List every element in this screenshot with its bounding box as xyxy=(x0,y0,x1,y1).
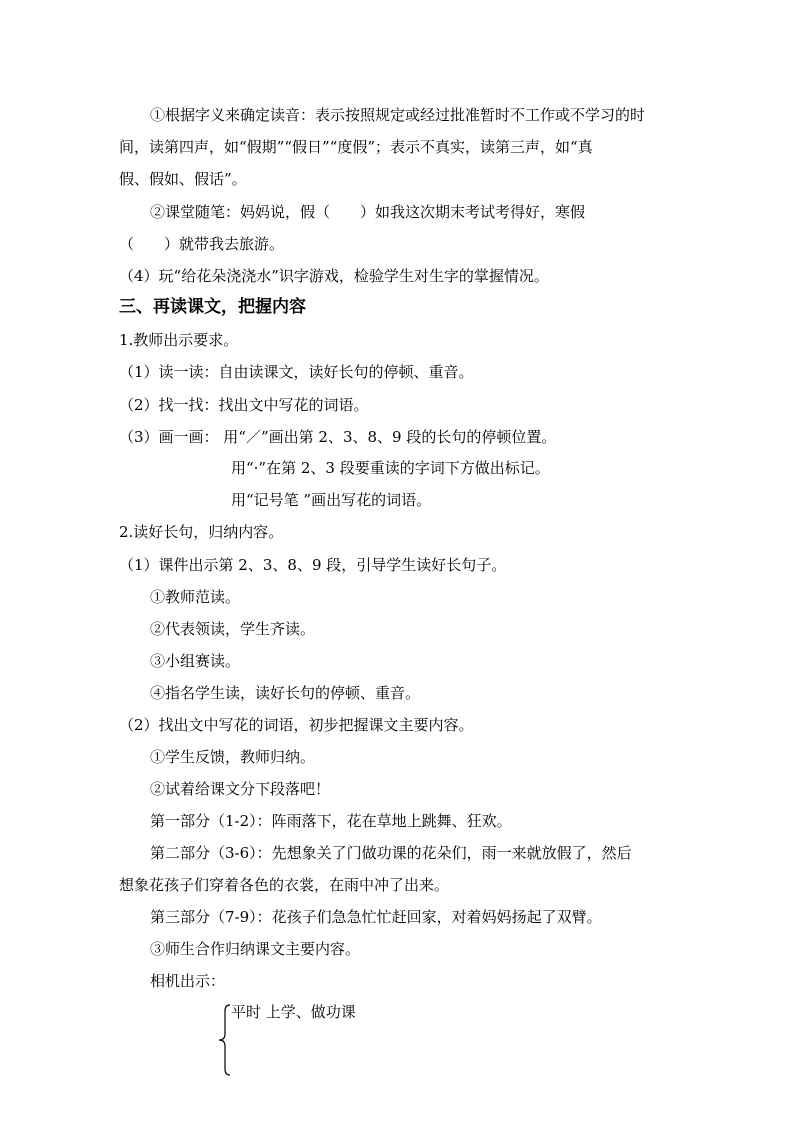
text-line: 相机出示： xyxy=(150,972,226,990)
text-line: 假、假如、假话”。 xyxy=(119,170,247,188)
text-line: ①教师范读。 xyxy=(150,588,241,606)
text-line: 第一部分（1-2）：阵雨落下，花在草地上跳舞、狂欢。 xyxy=(150,812,512,830)
text-line: 1.教师出示要求。 xyxy=(119,331,239,349)
text-line: ②代表领读，学生齐读。 xyxy=(150,620,316,638)
text-line: 用“记号笔 ”画出写花的词语。 xyxy=(231,491,432,509)
text-line: （ ）就带我去旅游。 xyxy=(119,235,285,253)
text-line: ②课堂随笔：妈妈说，假（ ）如我这次期末考试考得好，寒假 xyxy=(150,203,586,221)
text-line: （2）找出文中写花的词语，初步把握课文主要内容。 xyxy=(119,716,474,734)
text-line: 想象花孩子们穿着各色的衣裳，在雨中冲了出来。 xyxy=(119,876,450,894)
text-line: ①学生反馈，教师归纳。 xyxy=(150,748,316,766)
text-line: 第二部分（3-6）：先想象关了门做功课的花朵们，雨一来就放假了，然后 xyxy=(150,844,632,862)
text-line: 2.读好长句，归纳内容。 xyxy=(119,523,284,541)
text-line: （3）画一画： 用“／”画出第 2、3、8、9 段的长句的停顿位置。 xyxy=(119,428,557,446)
text-line: 用“·”在第 2、3 段要重读的字词下方做出标记。 xyxy=(231,459,550,477)
text-line: ④指名学生读，读好长句的停顿、重音。 xyxy=(150,684,421,702)
text-line: （1）读一读：自由读课文，读好长句的停顿、重音。 xyxy=(119,363,474,381)
text-line: 间，读第四声，如“假期”“假日”“度假”；表示不真实，读第三声，如“真 xyxy=(119,138,593,156)
text-line: 平时 上学、做功课 xyxy=(231,1003,356,1021)
text-line: 第三部分（7-9）：花孩子们急急忙忙赶回家，对着妈妈扬起了双臂。 xyxy=(150,908,602,926)
text-line: ②试着给课文分下段落吧！ xyxy=(150,780,331,798)
text-line: ①根据字义来确定读音：表示按照规定或经过批准暂时不工作或不学习的时 xyxy=(150,106,646,124)
text-line: （2）找一找：找出文中写花的词语。 xyxy=(119,396,369,414)
section-heading: 三、再读课文，把握内容 xyxy=(119,297,306,317)
text-line: （4）玩“给花朵浇浇水”识字游戏，检验学生对生字的掌握情况。 xyxy=(119,267,549,285)
text-line: ③小组赛读。 xyxy=(150,652,241,670)
text-line: （1）课件出示第 2、3、8、9 段，引导学生读好长句子。 xyxy=(119,556,507,574)
text-line: ③师生合作归纳课文主要内容。 xyxy=(150,940,361,958)
